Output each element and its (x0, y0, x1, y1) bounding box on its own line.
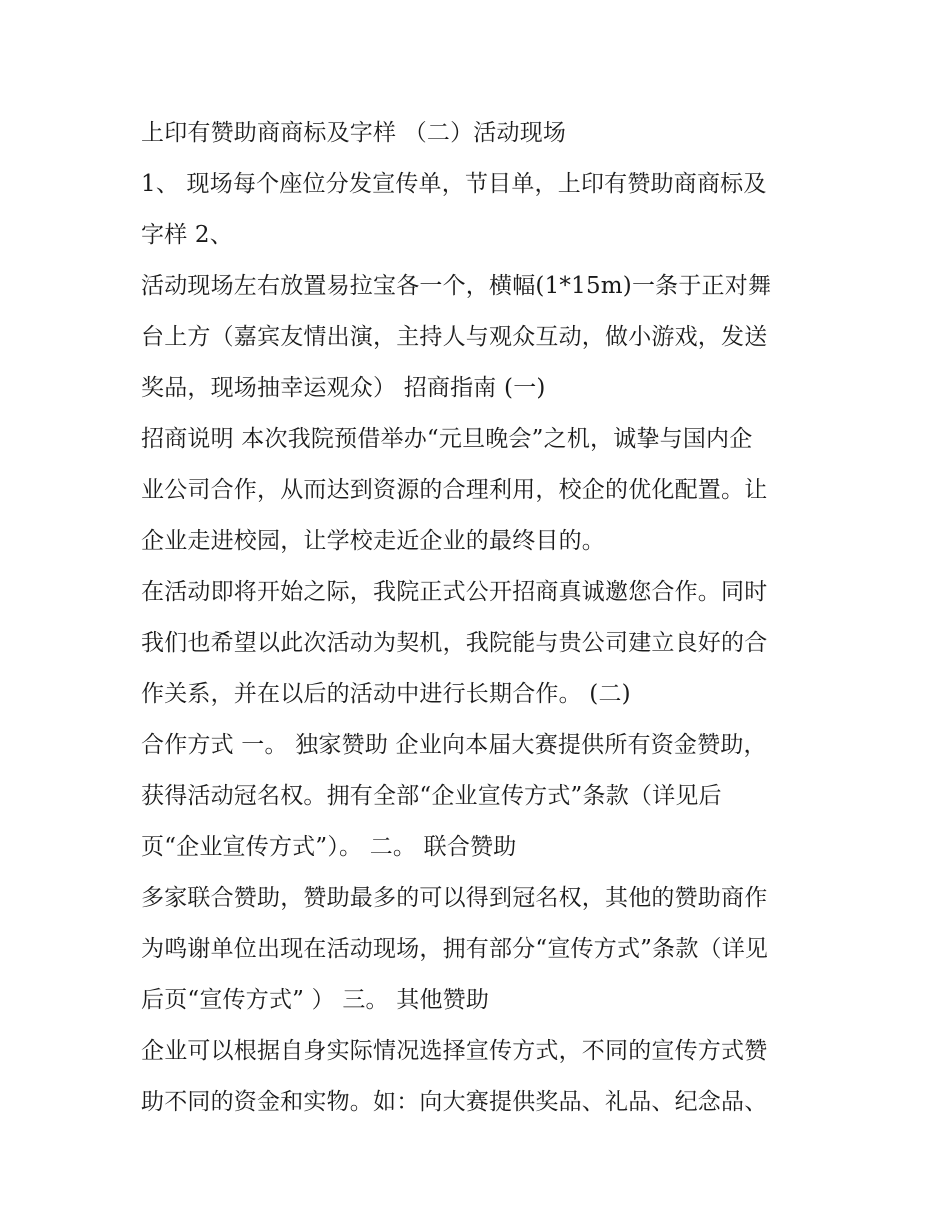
text-line: 助不同的资金和实物。如：向大赛提供奖品、礼品、纪念品、 (141, 1089, 768, 1115)
text-line: 作关系，并在以后的活动中进行长期合作。 (二) (141, 681, 631, 707)
document-body (141, 108, 821, 1128)
text-line: 为鸣谢单位出现在活动现场，拥有部分“宣传方式”条款（详见 (141, 936, 769, 962)
text-line: 字样 2、 (141, 222, 233, 248)
text-line: 奖品，现场抽幸运观众） 招商指南 (一) (141, 375, 546, 401)
text-line: 1、 现场每个座位分发宣传单，节目单，上印有赞助商商标及 (141, 171, 767, 197)
text-line: 合作方式 一。 独家赞助 企业向本届大赛提供所有资金赞助， (141, 732, 767, 758)
text-line: 活动现场左右放置易拉宝各一个，横幅(1*15m)一条于正对舞 (141, 273, 772, 299)
text-line: 业公司合作，从而达到资源的合理利用，校企的优化配置。让 (141, 477, 768, 503)
text-line: 页“企业宣传方式”）。 二。 联合赞助 (141, 834, 517, 860)
text-line: 多家联合赞助，赞助最多的可以得到冠名权，其他的赞助商作 (141, 885, 768, 911)
text-line: 在活动即将开始之际，我院正式公开招商真诚邀您合作。同时 (141, 579, 768, 605)
text-line: 招商说明 本次我院预借举办“元旦晚会”之机，诚挚与国内企 (141, 426, 753, 452)
text-line: 后页“宣传方式” ） 三。 其他赞助 (141, 987, 490, 1013)
text-line: 获得活动冠名权。拥有全部“企业宣传方式”条款（详见后 (141, 783, 722, 809)
text-line: 台上方（嘉宾友情出演，主持人与观众互动，做小游戏，发送 (141, 324, 768, 350)
text-line: 企业走进校园，让学校走近企业的最终目的。 (141, 528, 605, 554)
text-line: 企业可以根据自身实际情况选择宣传方式，不同的宣传方式赞 (141, 1038, 768, 1064)
text-line: 我们也希望以此次活动为契机，我院能与贵公司建立良好的合 (141, 630, 768, 656)
text-line: 上印有赞助商商标及字样 （二）活动现场 (141, 120, 567, 146)
